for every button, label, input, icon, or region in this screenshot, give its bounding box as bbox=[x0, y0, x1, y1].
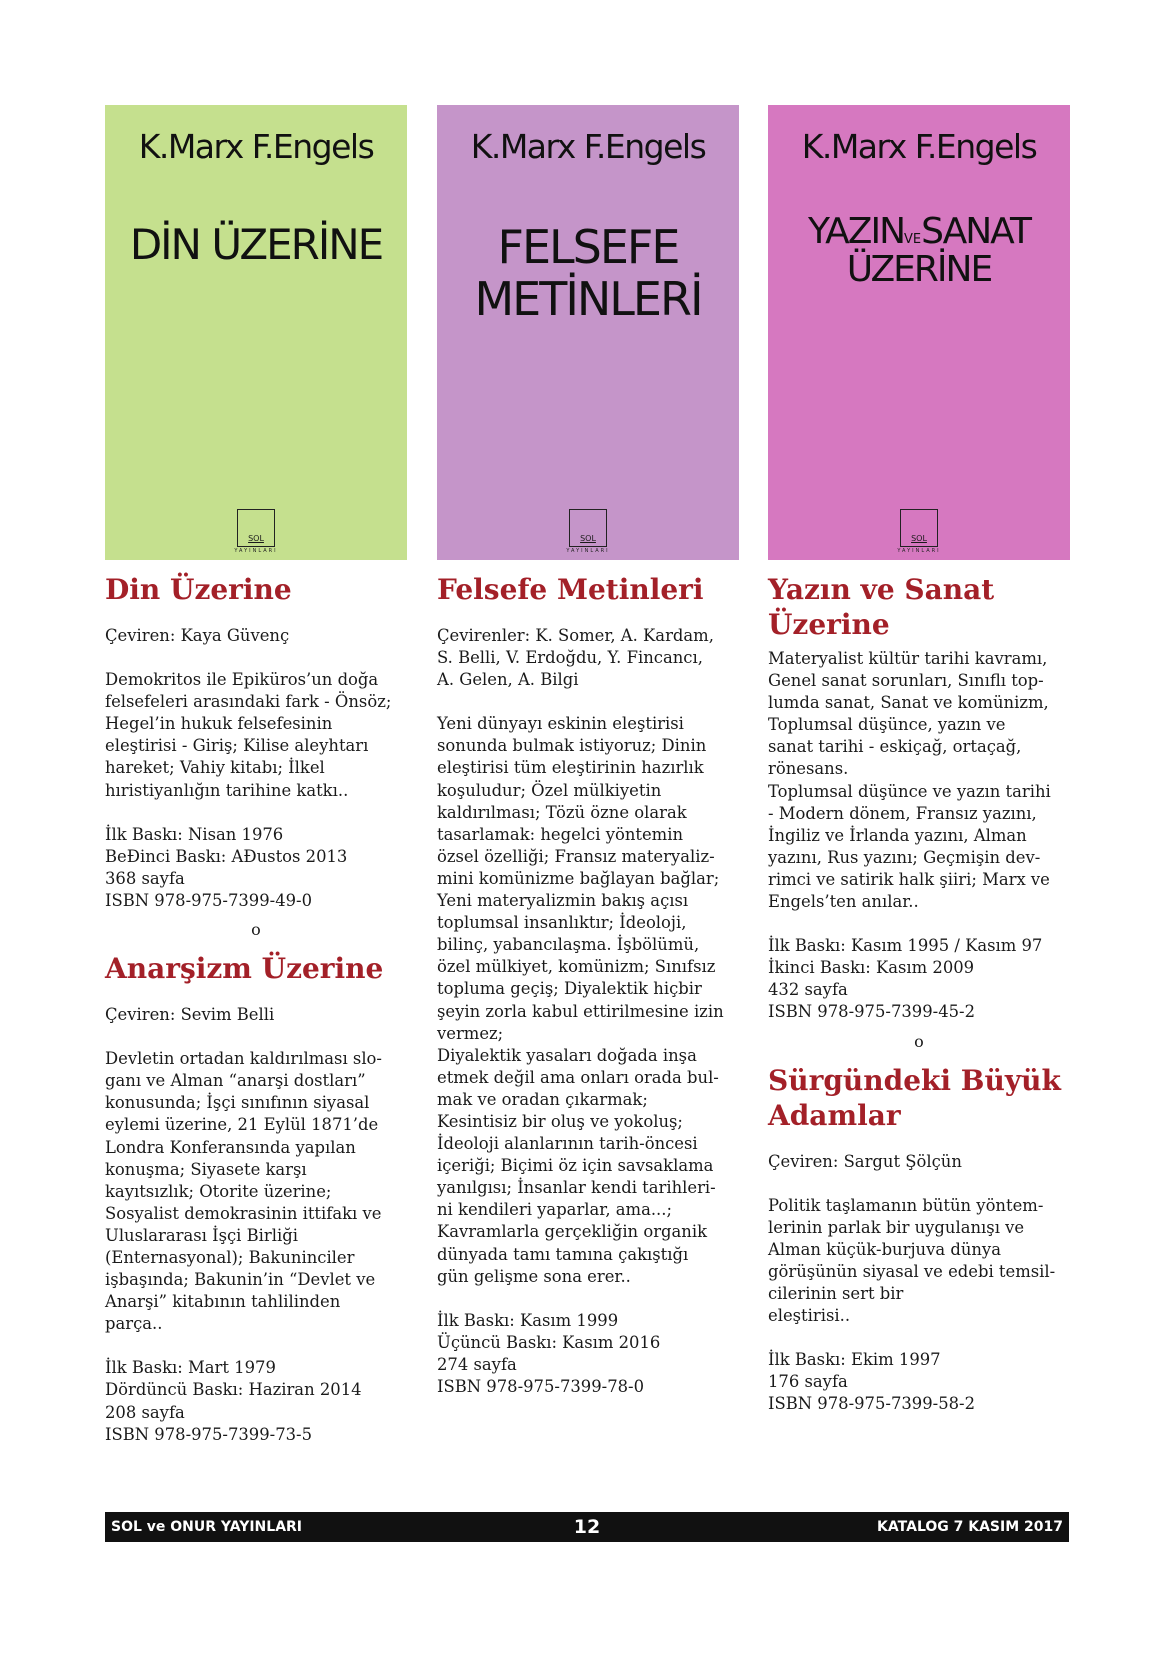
book-description: Politik taşlamanın bütün yöntem- lerinin parlak bir uygulanışı ve Alman küçük-burjuva dünya görüşünün siyasal ve edebi temsil- cilerinin sert bir eleştirisi.. bbox=[768, 1195, 1056, 1326]
separator: o bbox=[251, 920, 261, 940]
book-details: İlk Baskı: Kasım 1995 / Kasım 97 İkinci Baskı: Kasım 2009 432 sayfa ISBN 978-975-7399-45-2 bbox=[768, 936, 1043, 1022]
book-cover-felsefe[interactable] bbox=[437, 105, 739, 560]
cover-title-line-2: ÜZERİNE bbox=[846, 249, 992, 290]
separator: o bbox=[914, 1031, 924, 1051]
book-title: Felsefe Metinleri bbox=[437, 573, 704, 606]
page-number: 12 bbox=[573, 1516, 601, 1538]
book-cover-din[interactable] bbox=[105, 105, 407, 560]
page-footer bbox=[105, 1512, 1069, 1542]
cover-title: DİN ÜZERİNE bbox=[129, 220, 383, 269]
book-details: İlk Baskı: Kasım 1999 Üçüncü Baskı: Kasım 2016 274 sayfa ISBN 978-975-7399-78-0 bbox=[437, 1310, 661, 1396]
book-description: Materyalist kültür tarihi kavramı, Genel sanat sorunları, Sınıflı top- lumda sanat, Sanat ve komünizm, Toplumsal düşünce, yazın ve sanat tarihi - eskiçağ, ortaçağ, rönesans. Toplumsal düşünce ve yazın tarihi - Modern dönem, Fransız yazını, İngiliz ve İrlanda yazını, Alman yazını, Rus yazını; Geçmişin dev- rimci ve satirik halk şiiri; Marx ve Engels’ten anılar.. bbox=[768, 649, 1051, 912]
translator: Çeviren: Sargut Şölçün bbox=[768, 1151, 962, 1171]
cover-authors: K.Marx F.Engels bbox=[470, 127, 706, 166]
cover-authors: K.Marx F.Engels bbox=[138, 127, 374, 166]
column-1 bbox=[105, 105, 407, 1446]
cover-title-line-1: FELSEFE bbox=[497, 220, 679, 274]
cover-title-line-2: METİNLERİ bbox=[474, 272, 702, 326]
publisher-logo: SOL bbox=[569, 509, 607, 547]
translator: Çevirenler: K. Somer, A. Kardam, S. Belli, V. Erdoğdu, Y. Fincancı, A. Gelen, A. Bilgi bbox=[437, 626, 714, 690]
translator: Çeviren: Sevim Belli bbox=[105, 1005, 275, 1025]
column-2 bbox=[437, 105, 739, 1398]
book-details: İlk Baskı: Ekim 1997 176 sayfa ISBN 978-975-7399-58-2 bbox=[768, 1350, 976, 1414]
book-cover-yazin[interactable] bbox=[768, 105, 1070, 560]
column-3 bbox=[768, 105, 1070, 1415]
footer-publisher: SOL ve ONUR YAYINLARI bbox=[111, 1519, 303, 1535]
book-description: Demokritos ile Epiküros’un doğa felsefeleri arasındaki fark - Önsöz; Hegel’in hukuk felsefesinin eleştirisi - Giriş; Kilise aleyhtarı hareket; Vahiy kitabı; İlkel hıristiyanlığın tarihine katkı.. bbox=[105, 670, 392, 800]
publisher-logo-sub: YAYINLARI bbox=[897, 548, 941, 554]
cover-title-line-1: YAZINVESANAT bbox=[807, 211, 1031, 252]
book-description: Yeni dünyayı eskinin eleştirisi sonunda bulmak istiyoruz; Dinin eleştirisi tüm eleştirinin hazırlık koşuludur; Özel mülkiyetin kaldırılması; Tözü özne olarak tasarlamak: hegelci yöntemin özsel özelliği; Fransız materyaliz- mini komünizme bağlayan bağlar; Yeni materyalizmin bakış açısı toplumsal insanlıktır; İdeoloji, bilinç, yabancılaşma. İşbölümü, özel mülkiyet, komünizm; Sınıfsız topluma geçiş; Diyalektik hiçbir şeyin zorla kabul ettirilmesine izin vermez; Diyalektik yasaları doğada inşa etmek değil ama onları orada bul- mak ve oradan çıkarmak; Kesintisiz bir oluş ve yokoluş; İdeoloji alanlarının tarih-öncesi içeriği; Biçimi öz için savsaklama yanılgısı; İnsanlar kendi tarihleri- ni kendileri yaparlar, ama...; Kavramlarla gerçekliğin organik dünyada tamı tamına çakıştığı gün gelişme sona erer.. bbox=[437, 714, 724, 1286]
publisher-logo-sub: YAYINLARI bbox=[566, 548, 610, 554]
book-title: Anarşizm Üzerine bbox=[105, 952, 384, 986]
cover-title-ve: VE bbox=[904, 232, 922, 247]
book-title: Yazın ve Sanat Üzerine bbox=[768, 573, 995, 641]
book-title: Sürgündeki Büyük Adamlar bbox=[768, 1063, 1061, 1132]
publisher-logo: SOL bbox=[237, 509, 275, 547]
book-details: İlk Baskı: Nisan 1976 BeĐinci Baskı: AĐustos 2013 368 sayfa ISBN 978-975-7399-49-0 bbox=[105, 824, 348, 910]
book-title: Din Üzerine bbox=[105, 573, 292, 606]
translator: Çeviren: Kaya Güvenç bbox=[105, 626, 290, 645]
footer-catalog-date: KATALOG 7 KASIM 2017 bbox=[877, 1519, 1063, 1535]
publisher-logo-sub: YAYINLARI bbox=[234, 548, 278, 554]
cover-authors: K.Marx F.Engels bbox=[801, 127, 1037, 166]
book-details: İlk Baskı: Mart 1979 Dördüncü Baskı: Haziran 2014 208 sayfa ISBN 978-975-7399-73-5 bbox=[105, 1358, 362, 1444]
publisher-logo: SOL bbox=[900, 509, 938, 547]
book-description: Devletin ortadan kaldırılması slo- ganı ve Alman “anarşi dostları” konusunda; İşçi sınıfının siyasal eylemi üzerine, 21 Eylül 1871’de Londra Konferansında yapılan konuşma; Siyasete karşı kayıtsızlık; Otorite üzerine; Sosyalist demokrasinin ittifakı ve Uluslararası İşçi Birliği (Enternasyonal); Bakuninciler işbaşında; Bakunin’in “Devlet ve Anarşi” kitabının tahlilinden parça.. bbox=[105, 1049, 382, 1334]
